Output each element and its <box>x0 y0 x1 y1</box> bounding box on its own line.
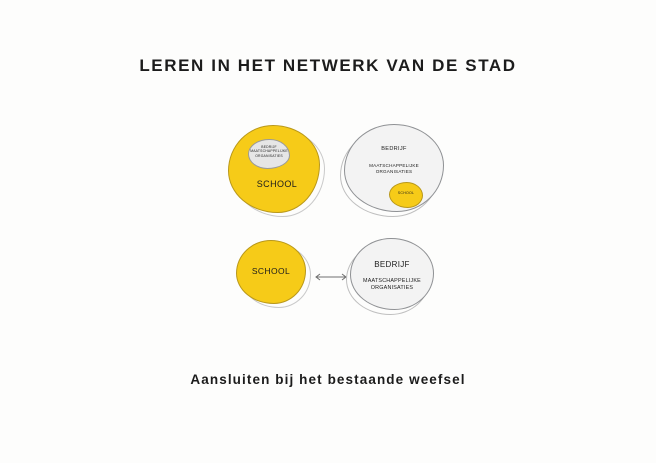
bedrijf-outer-label: BEDRIJF <box>381 146 407 152</box>
bedrijf-label-2: BEDRIJF <box>374 260 410 269</box>
bedrijf-inner-label: BEDRIJF MAATSCHAPPELIJKE ORGANISATIES <box>250 145 288 158</box>
bottom-left-group <box>236 240 318 312</box>
school-inner-label: SCHOOL <box>397 191 415 195</box>
maatschappelijke-organisaties-label: MAATSCHAPPELIJKE ORGANISATIES <box>369 163 419 174</box>
double-arrow-icon <box>311 272 351 282</box>
footer-caption: Aansluiten bij het bestaande weefsel <box>190 372 466 387</box>
top-left-group <box>228 125 328 220</box>
school-outer-label: SCHOOL <box>256 179 298 189</box>
school-blob-outer <box>228 125 320 213</box>
maatschappelijke-organisaties-label-2: MAATSCHAPPELIJKE ORGANISATIES <box>363 278 421 291</box>
top-right-group <box>340 122 450 222</box>
bottom-right-group <box>346 238 442 318</box>
bedrijf-blob-2 <box>350 238 434 310</box>
school-label-2: SCHOOL <box>251 266 291 276</box>
page-title: LEREN IN HET NETWERK VAN DE STAD <box>139 56 517 75</box>
